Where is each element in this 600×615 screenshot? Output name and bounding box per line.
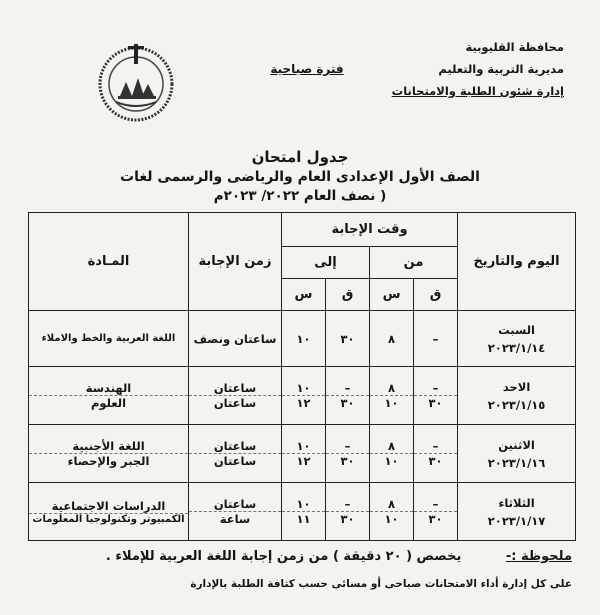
department-label: إدارة شئون الطلبة والامتحانات: [391, 84, 564, 98]
to-hour-cell: [282, 483, 326, 541]
subject: العلوم: [90, 396, 127, 410]
to-minutes: ٣٠: [340, 396, 355, 410]
to-minutes-cell: [326, 311, 370, 367]
title-block: [0, 148, 600, 206]
to-minutes: –: [326, 497, 369, 512]
period-label: فترة صباحية: [270, 62, 344, 76]
duration-cell: [189, 367, 282, 425]
to-minutes: –: [326, 381, 369, 396]
duration-cell: [189, 311, 282, 367]
duration: ساعتان: [189, 439, 281, 454]
schedule-title: جدول امتحان: [251, 148, 349, 166]
exam-date: ٢٠٢٣/١/١٥: [487, 397, 546, 412]
from-minutes: –: [432, 331, 439, 346]
from-minutes: ٣٠: [428, 512, 443, 526]
exam-schedule-table: [28, 212, 576, 541]
to-minutes: –: [326, 439, 369, 454]
subject-cell: [29, 367, 189, 425]
table-row: [29, 311, 576, 367]
from-hour-cell: [370, 425, 414, 483]
subject: اللغة العربية والخط والاملاء: [41, 333, 176, 344]
from-hour: ٨: [370, 497, 413, 512]
to-minutes-cell: [326, 425, 370, 483]
note-label: ملحوظة :-: [505, 549, 572, 564]
table-row: [29, 367, 576, 425]
from-minutes-cell: [414, 311, 458, 367]
note-text-2: على كل إدارة أداء الامتحانات صباحى أو مسائى حسب كثافة الطلبة بالإدارة: [190, 578, 572, 590]
to-minutes: ٣٠: [340, 454, 355, 468]
duration-cell: [189, 425, 282, 483]
table-row: [29, 425, 576, 483]
day-name: الاثنين: [498, 437, 535, 452]
exam-date: ٢٠٢٣/١/١٤: [487, 340, 546, 355]
to-hour: ١٢: [296, 396, 311, 410]
note-text-1: يخصص ( ٢٠ دقيقة ) من زمن إجابة اللغة العربية للإملاء .: [105, 549, 462, 564]
day-date-cell: [458, 367, 576, 425]
from-hour-cell: [370, 483, 414, 541]
to-minutes: ٣٠: [340, 331, 355, 346]
from-hour: ٨: [370, 381, 413, 396]
day-date-cell: [458, 483, 576, 541]
from-hour: ١٠: [384, 512, 399, 526]
duration: ساعتان: [213, 454, 257, 468]
to-minutes-cell: [326, 367, 370, 425]
subject-cell: [29, 311, 189, 367]
duration: ساعتان: [189, 381, 281, 396]
header-duration: زمن الإجابة: [189, 213, 282, 311]
from-minutes: –: [414, 439, 457, 454]
to-hour: ١٠: [296, 331, 311, 346]
duration: ساعتان: [213, 396, 257, 410]
header-day-date: اليوم والتاريخ: [458, 213, 576, 311]
to-hour: ١٠: [282, 497, 325, 512]
header-from: من: [370, 247, 458, 279]
to-hour: ١٢: [296, 454, 311, 468]
subject: اللغة الأجنبية: [29, 439, 188, 454]
day-date-cell: [458, 425, 576, 483]
duration: ساعتان: [189, 497, 281, 512]
from-minutes: –: [414, 497, 457, 512]
header-answer-time: وقت الإجابة: [282, 213, 458, 247]
to-hour: ١٠: [282, 381, 325, 396]
from-minutes-cell: [414, 425, 458, 483]
to-minutes: ٣٠: [340, 512, 355, 526]
subject: الجبر والإحصاء: [67, 454, 150, 468]
table-row: [29, 483, 576, 541]
duration-cell: [189, 483, 282, 541]
to-minutes-cell: [326, 483, 370, 541]
exam-date: ٢٠٢٣/١/١٧: [487, 513, 546, 528]
day-date-cell: [458, 311, 576, 367]
to-hour: ١١: [296, 512, 311, 526]
from-hour-cell: [370, 367, 414, 425]
day-name: السبت: [498, 322, 535, 337]
term-title: ( نصف العام ٢٠٢٢/ ٢٠٢٣م: [213, 188, 387, 204]
exam-date: ٢٠٢٣/١/١٦: [487, 455, 546, 470]
from-hour: ١٠: [384, 396, 399, 410]
from-minutes-cell: [414, 367, 458, 425]
from-minutes: ٣٠: [428, 454, 443, 468]
header-subject: المـادة: [29, 213, 189, 311]
header-to-q: ق: [326, 279, 370, 311]
header-to: إلى: [282, 247, 370, 279]
subject: الكمبيوتر وتكنولوجيا المعلومات: [32, 513, 185, 525]
header-block: [354, 36, 564, 102]
subject-cell: [29, 425, 189, 483]
directorate-seal-icon: [92, 38, 180, 126]
subject-cell: [29, 483, 189, 541]
day-name: الثلاثاء: [498, 495, 535, 510]
from-hour-cell: [370, 311, 414, 367]
governorate-label: محافظة القليوبية: [465, 40, 564, 54]
from-hour: ١٠: [384, 454, 399, 468]
to-hour-cell: [282, 311, 326, 367]
subject: الهندسة: [29, 381, 188, 396]
header-from-s: س: [370, 279, 414, 311]
duration: ساعتان ونصف: [193, 331, 277, 346]
from-minutes-cell: [414, 483, 458, 541]
header-from-q: ق: [414, 279, 458, 311]
to-hour: ١٠: [282, 439, 325, 454]
to-hour-cell: [282, 425, 326, 483]
subject: الدراسات الاجتماعية: [29, 499, 188, 514]
directorate-label: مديرية التربية والتعليم: [438, 62, 564, 76]
duration: ساعة: [219, 512, 251, 526]
from-hour: ٨: [388, 331, 396, 346]
grade-title: الصف الأول الإعدادى العام والرياضى والرسمى لغات: [120, 169, 480, 185]
header-to-s: س: [282, 279, 326, 311]
to-hour-cell: [282, 367, 326, 425]
from-hour: ٨: [370, 439, 413, 454]
from-minutes: ٣٠: [428, 396, 443, 410]
note-line-1: [12, 549, 572, 564]
day-name: الاحد: [502, 379, 531, 394]
from-minutes: –: [414, 381, 457, 396]
